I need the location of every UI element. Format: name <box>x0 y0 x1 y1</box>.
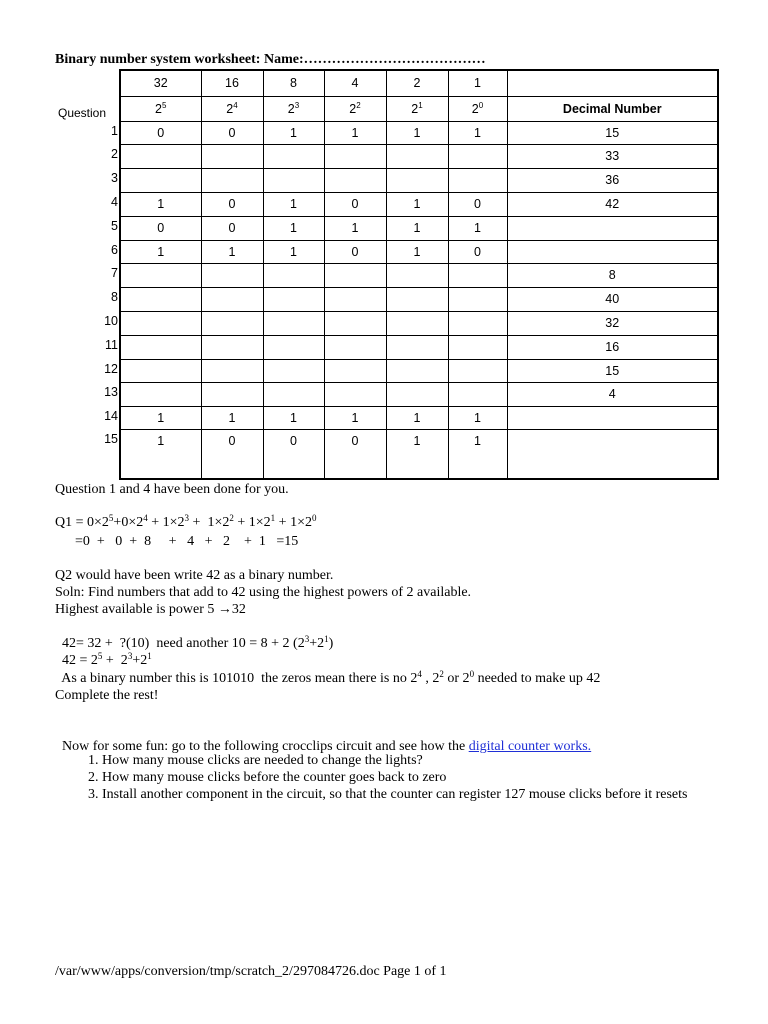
table-row <box>120 192 718 216</box>
bit-cell[interactable] <box>386 359 448 382</box>
table-row <box>120 144 718 168</box>
table-row <box>120 406 718 429</box>
bit-cell[interactable]: 0 <box>324 192 386 216</box>
bit-cell[interactable] <box>201 311 263 335</box>
bit-cell[interactable] <box>386 263 448 287</box>
bit-cell[interactable]: 1 <box>324 216 386 240</box>
q1-expansion: $Q1 = 0\times 2^5+0\times 2^4 + 1\times 2^3 + 1\times 2^2 + 1\times 2^1 + 1\times 2^0$ <box>55 513 317 530</box>
bit-cell[interactable] <box>386 144 448 168</box>
place-value-cell: 8 <box>263 70 324 96</box>
bit-cell[interactable]: 0 <box>201 429 263 479</box>
bit-cell[interactable]: 1 <box>201 406 263 429</box>
table-row <box>120 359 718 382</box>
question-number: 3 <box>111 171 118 185</box>
bit-cell[interactable] <box>120 263 201 287</box>
question-number: 1 <box>111 124 118 138</box>
bit-cell[interactable] <box>263 287 324 311</box>
place-value-cell: 1 <box>448 70 507 96</box>
decimal-cell[interactable]: 15 <box>507 121 718 144</box>
bit-cell[interactable] <box>386 335 448 359</box>
decimal-cell[interactable]: 4 <box>507 382 718 406</box>
bit-cell[interactable]: 1 <box>386 121 448 144</box>
bit-cell[interactable]: 1 <box>263 192 324 216</box>
bit-cell[interactable]: 1 <box>324 121 386 144</box>
decimal-cell[interactable]: 36 <box>507 168 718 192</box>
bit-cell[interactable] <box>263 263 324 287</box>
bit-cell[interactable]: 1 <box>120 240 201 263</box>
bit-cell[interactable] <box>120 287 201 311</box>
highest-power-text: Highest available is power 5 →32 <box>55 602 246 617</box>
bit-cell[interactable] <box>201 144 263 168</box>
decimal-cell[interactable]: 8 <box>507 263 718 287</box>
bit-cell[interactable]: 0 <box>201 216 263 240</box>
q1-sum: =0 + 0 + 8 + 4 + 2 + 1 =15 <box>75 534 299 549</box>
question-number: 8 <box>111 290 118 304</box>
bit-cell[interactable] <box>201 335 263 359</box>
bit-cell[interactable]: 0 <box>448 192 507 216</box>
task-list <box>55 752 768 803</box>
blank-header-cell <box>507 70 718 96</box>
bit-cell[interactable] <box>120 359 201 382</box>
question-number: 6 <box>111 243 118 257</box>
question-number: 11 <box>105 338 118 352</box>
place-value-row <box>120 70 718 96</box>
decimal-number-header: Decimal Number <box>507 96 718 121</box>
table-row <box>120 429 718 479</box>
place-value-cell: 2 <box>386 70 448 96</box>
bit-cell[interactable]: 0 <box>201 192 263 216</box>
table-row <box>120 311 718 335</box>
bit-cell[interactable] <box>448 144 507 168</box>
bit-cell[interactable] <box>386 287 448 311</box>
bit-cell[interactable] <box>120 168 201 192</box>
bit-cell[interactable] <box>263 359 324 382</box>
bit-cell[interactable] <box>263 382 324 406</box>
bit-cell[interactable] <box>324 144 386 168</box>
decimal-cell[interactable]: 32 <box>507 311 718 335</box>
q2-statement: Q2 would have been write 42 as a binary number. <box>55 568 334 583</box>
bit-cell[interactable] <box>386 382 448 406</box>
bit-cell[interactable]: 1 <box>263 240 324 263</box>
bit-cell[interactable]: 1 <box>386 240 448 263</box>
binary-explanation: As a binary number this is 101010 the zeros mean there is no $2^4$ , $2^2$ or $2^0$ needed to make up 42 <box>61 669 601 686</box>
bit-cell[interactable] <box>201 168 263 192</box>
binary-table <box>119 69 719 480</box>
question-number: 2 <box>111 147 118 161</box>
bit-cell[interactable]: 1 <box>448 121 507 144</box>
decomposition-line-2: $42 = 2^5 + 2^3+2^1$ <box>62 651 152 668</box>
bit-cell[interactable]: 1 <box>448 216 507 240</box>
table-row <box>120 263 718 287</box>
power-row <box>120 96 718 121</box>
table-row <box>120 382 718 406</box>
place-value-cell: 4 <box>324 70 386 96</box>
bit-cell[interactable] <box>120 144 201 168</box>
power-cell: $2^4$ <box>201 96 263 121</box>
bit-cell[interactable]: 1 <box>263 121 324 144</box>
decimal-cell[interactable]: 40 <box>507 287 718 311</box>
bit-cell[interactable]: 1 <box>263 216 324 240</box>
decimal-cell[interactable] <box>507 406 718 429</box>
bit-cell[interactable] <box>263 168 324 192</box>
solution-text: Soln: Find numbers that add to 42 using the highest powers of 2 available. <box>55 585 472 600</box>
bit-cell[interactable] <box>263 144 324 168</box>
bit-cell[interactable]: 1 <box>120 406 201 429</box>
question-number: 14 <box>104 409 118 423</box>
question-column-label: Question <box>58 106 107 120</box>
bit-cell[interactable]: 0 <box>263 429 324 479</box>
worksheet-title: Binary number system worksheet: Name:………………………………… <box>55 52 486 67</box>
decomposition-line-1: 42= 32 + ?(10) need another 10 = 8 + 2 $(2^3+2^1)$ <box>62 634 334 651</box>
question-number: 10 <box>104 314 118 328</box>
bit-cell[interactable]: 1 <box>386 429 448 479</box>
bit-cell[interactable] <box>448 311 507 335</box>
bit-cell[interactable] <box>448 168 507 192</box>
complete-instruction: Complete the rest! <box>55 688 159 703</box>
task-item: 1. How many mouse clicks are needed to change the lights? <box>102 752 768 769</box>
bit-cell[interactable] <box>324 311 386 335</box>
decimal-cell[interactable] <box>507 429 718 479</box>
bit-cell[interactable]: 0 <box>120 216 201 240</box>
fun-paragraph: Now for some fun: go to the following crocclips circuit and see how the digital counter works. <box>62 739 592 754</box>
bit-cell[interactable] <box>263 335 324 359</box>
bit-cell[interactable]: 1 <box>386 406 448 429</box>
bit-cell[interactable]: 1 <box>324 406 386 429</box>
question-number: 12 <box>104 362 118 376</box>
bit-cell[interactable] <box>324 382 386 406</box>
intro-text: Question 1 and 4 have been done for you. <box>55 482 289 497</box>
table-row <box>120 168 718 192</box>
question-number: 15 <box>104 432 118 446</box>
bit-cell[interactable]: 1 <box>120 192 201 216</box>
bit-cell[interactable]: 0 <box>201 121 263 144</box>
question-number: 5 <box>111 219 118 233</box>
bit-cell[interactable] <box>448 382 507 406</box>
bit-cell[interactable] <box>201 359 263 382</box>
bit-cell[interactable]: 1 <box>386 216 448 240</box>
decimal-cell[interactable] <box>507 240 718 263</box>
place-value-cell: 16 <box>201 70 263 96</box>
bit-cell[interactable]: 1 <box>201 240 263 263</box>
bit-cell[interactable] <box>448 287 507 311</box>
bit-cell[interactable] <box>120 311 201 335</box>
bit-cell[interactable] <box>120 382 201 406</box>
bit-cell[interactable]: 0 <box>120 121 201 144</box>
decimal-cell[interactable]: 16 <box>507 335 718 359</box>
bit-cell[interactable]: 1 <box>120 429 201 479</box>
decimal-cell[interactable]: 33 <box>507 144 718 168</box>
question-number: 7 <box>111 266 118 280</box>
power-cell: $2^5$ <box>120 96 201 121</box>
bit-cell[interactable] <box>263 311 324 335</box>
decimal-cell[interactable] <box>507 216 718 240</box>
decimal-cell[interactable]: 42 <box>507 192 718 216</box>
bit-cell[interactable]: 0 <box>448 240 507 263</box>
question-number: 4 <box>111 195 118 209</box>
footer-path: /var/www/apps/conversion/tmp/scratch_2/297084726.doc Page 1 of 1 <box>55 964 447 979</box>
task-item: 3. Install another component in the circuit, so that the counter can register 127 mouse clicks before it resets <box>102 786 768 803</box>
table-row <box>120 287 718 311</box>
task-item: 2. How many mouse clicks before the counter goes back to zero <box>102 769 768 786</box>
bit-cell[interactable] <box>120 335 201 359</box>
place-value-cell: 32 <box>120 70 201 96</box>
bit-cell[interactable] <box>448 263 507 287</box>
bit-cell[interactable]: 1 <box>386 192 448 216</box>
bit-cell[interactable] <box>324 168 386 192</box>
bit-cell[interactable] <box>386 311 448 335</box>
question-number: 13 <box>104 385 118 399</box>
table-row <box>120 121 718 144</box>
bit-cell[interactable] <box>201 263 263 287</box>
bit-cell[interactable]: 0 <box>324 240 386 263</box>
bit-cell[interactable] <box>324 335 386 359</box>
bit-cell[interactable] <box>448 359 507 382</box>
power-cell: $2^0$ <box>448 96 507 121</box>
power-cell: $2^3$ <box>263 96 324 121</box>
bit-cell[interactable] <box>324 287 386 311</box>
power-cell: $2^1$ <box>386 96 448 121</box>
table-row <box>120 335 718 359</box>
table-row <box>120 240 718 263</box>
bit-cell[interactable] <box>201 382 263 406</box>
bit-cell[interactable] <box>324 263 386 287</box>
bit-cell[interactable] <box>324 359 386 382</box>
power-cell: $2^2$ <box>324 96 386 121</box>
table-row <box>120 216 718 240</box>
bit-cell[interactable]: 1 <box>263 406 324 429</box>
decimal-cell[interactable]: 15 <box>507 359 718 382</box>
bit-cell[interactable]: 1 <box>448 406 507 429</box>
bit-cell[interactable] <box>448 335 507 359</box>
bit-cell[interactable]: 0 <box>324 429 386 479</box>
bit-cell[interactable] <box>386 168 448 192</box>
digital-counter-link[interactable]: digital counter works. <box>468 739 592 754</box>
bit-cell[interactable]: 1 <box>448 429 507 479</box>
bit-cell[interactable] <box>201 287 263 311</box>
